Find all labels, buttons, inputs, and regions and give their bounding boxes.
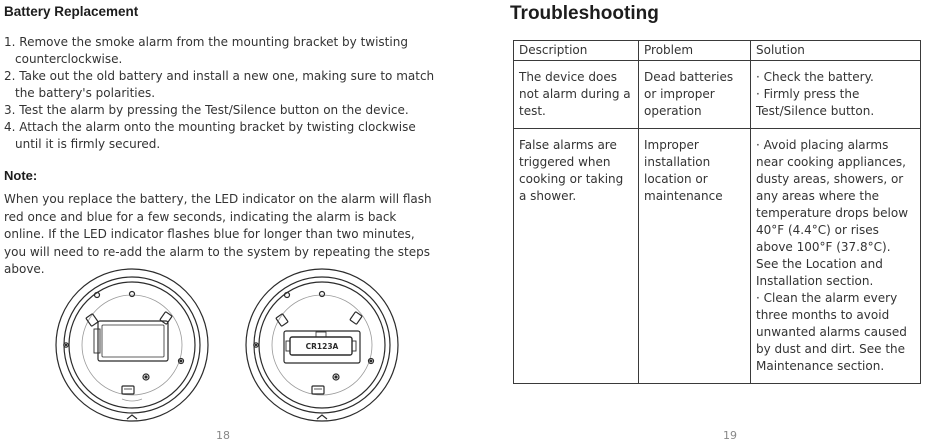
troubleshooting-heading: Troubleshooting — [510, 3, 659, 24]
solution-item: · Check the battery. — [756, 70, 874, 84]
page-number: 18 — [216, 429, 230, 442]
battery-label: CR123A — [305, 342, 339, 351]
alarm-back-empty-icon — [52, 265, 212, 425]
problem-cell: Improper installation location or maintenance — [639, 129, 751, 384]
solution-item: · Avoid placing alarms near cooking appliances, dusty areas, showers, or any areas where the temperature drops below 40°F (4.4°C) or rises above 100°F (37.8°C). See the Location and Installation section. — [756, 138, 909, 288]
table-row — [514, 61, 921, 129]
solution-cell — [751, 129, 921, 384]
page-number: 19 — [723, 429, 737, 442]
troubleshooting-table — [513, 40, 921, 384]
solution-item: · Clean the alarm every three months to avoid unwanted alarms caused by dust and dirt. See the Maintenance section. — [756, 291, 907, 373]
step-item: 3. Test the alarm by pressing the Test/Silence button on the device. — [4, 103, 409, 117]
alarm-back-battery-icon — [242, 265, 402, 425]
battery-steps-list — [4, 34, 444, 153]
table-row — [514, 129, 921, 384]
solution-cell — [751, 61, 921, 129]
note-title: Note: — [4, 168, 38, 183]
column-header-problem: Problem — [639, 41, 751, 61]
problem-cell: Dead batteries or improper operation — [639, 61, 751, 129]
table-header-row — [514, 41, 921, 61]
step-item: 1. Remove the smoke alarm from the mounting bracket by twisting counterclockwise. — [4, 35, 408, 66]
step-item: 2. Take out the old battery and install a new one, making sure to match the battery's polarities. — [4, 69, 435, 100]
note-text: When you replace the battery, the LED indicator on the alarm will flash red once and blue for a few seconds, indicating the alarm is back online. If the LED indicator flashes blue for longer than two minutes, you will need to re-add the alarm to the system by repeating the steps above. — [4, 192, 432, 276]
column-header-solution: Solution — [751, 41, 921, 61]
step-item: 4. Attach the alarm onto the mounting bracket by twisting clockwise until it is firmly secured. — [4, 120, 416, 151]
description-cell: False alarms are triggered when cooking or taking a shower. — [514, 129, 639, 384]
column-header-description: Description — [514, 41, 639, 61]
battery-replacement-heading: Battery Replacement — [4, 4, 139, 19]
solution-item: · Firmly press the Test/Silence button. — [756, 87, 875, 118]
alarm-without-battery-illustration — [52, 265, 212, 425]
right-page — [475, 0, 950, 445]
description-cell: The device does not alarm during a test. — [514, 61, 639, 129]
alarm-with-battery-illustration — [242, 265, 402, 425]
left-page — [0, 0, 470, 445]
